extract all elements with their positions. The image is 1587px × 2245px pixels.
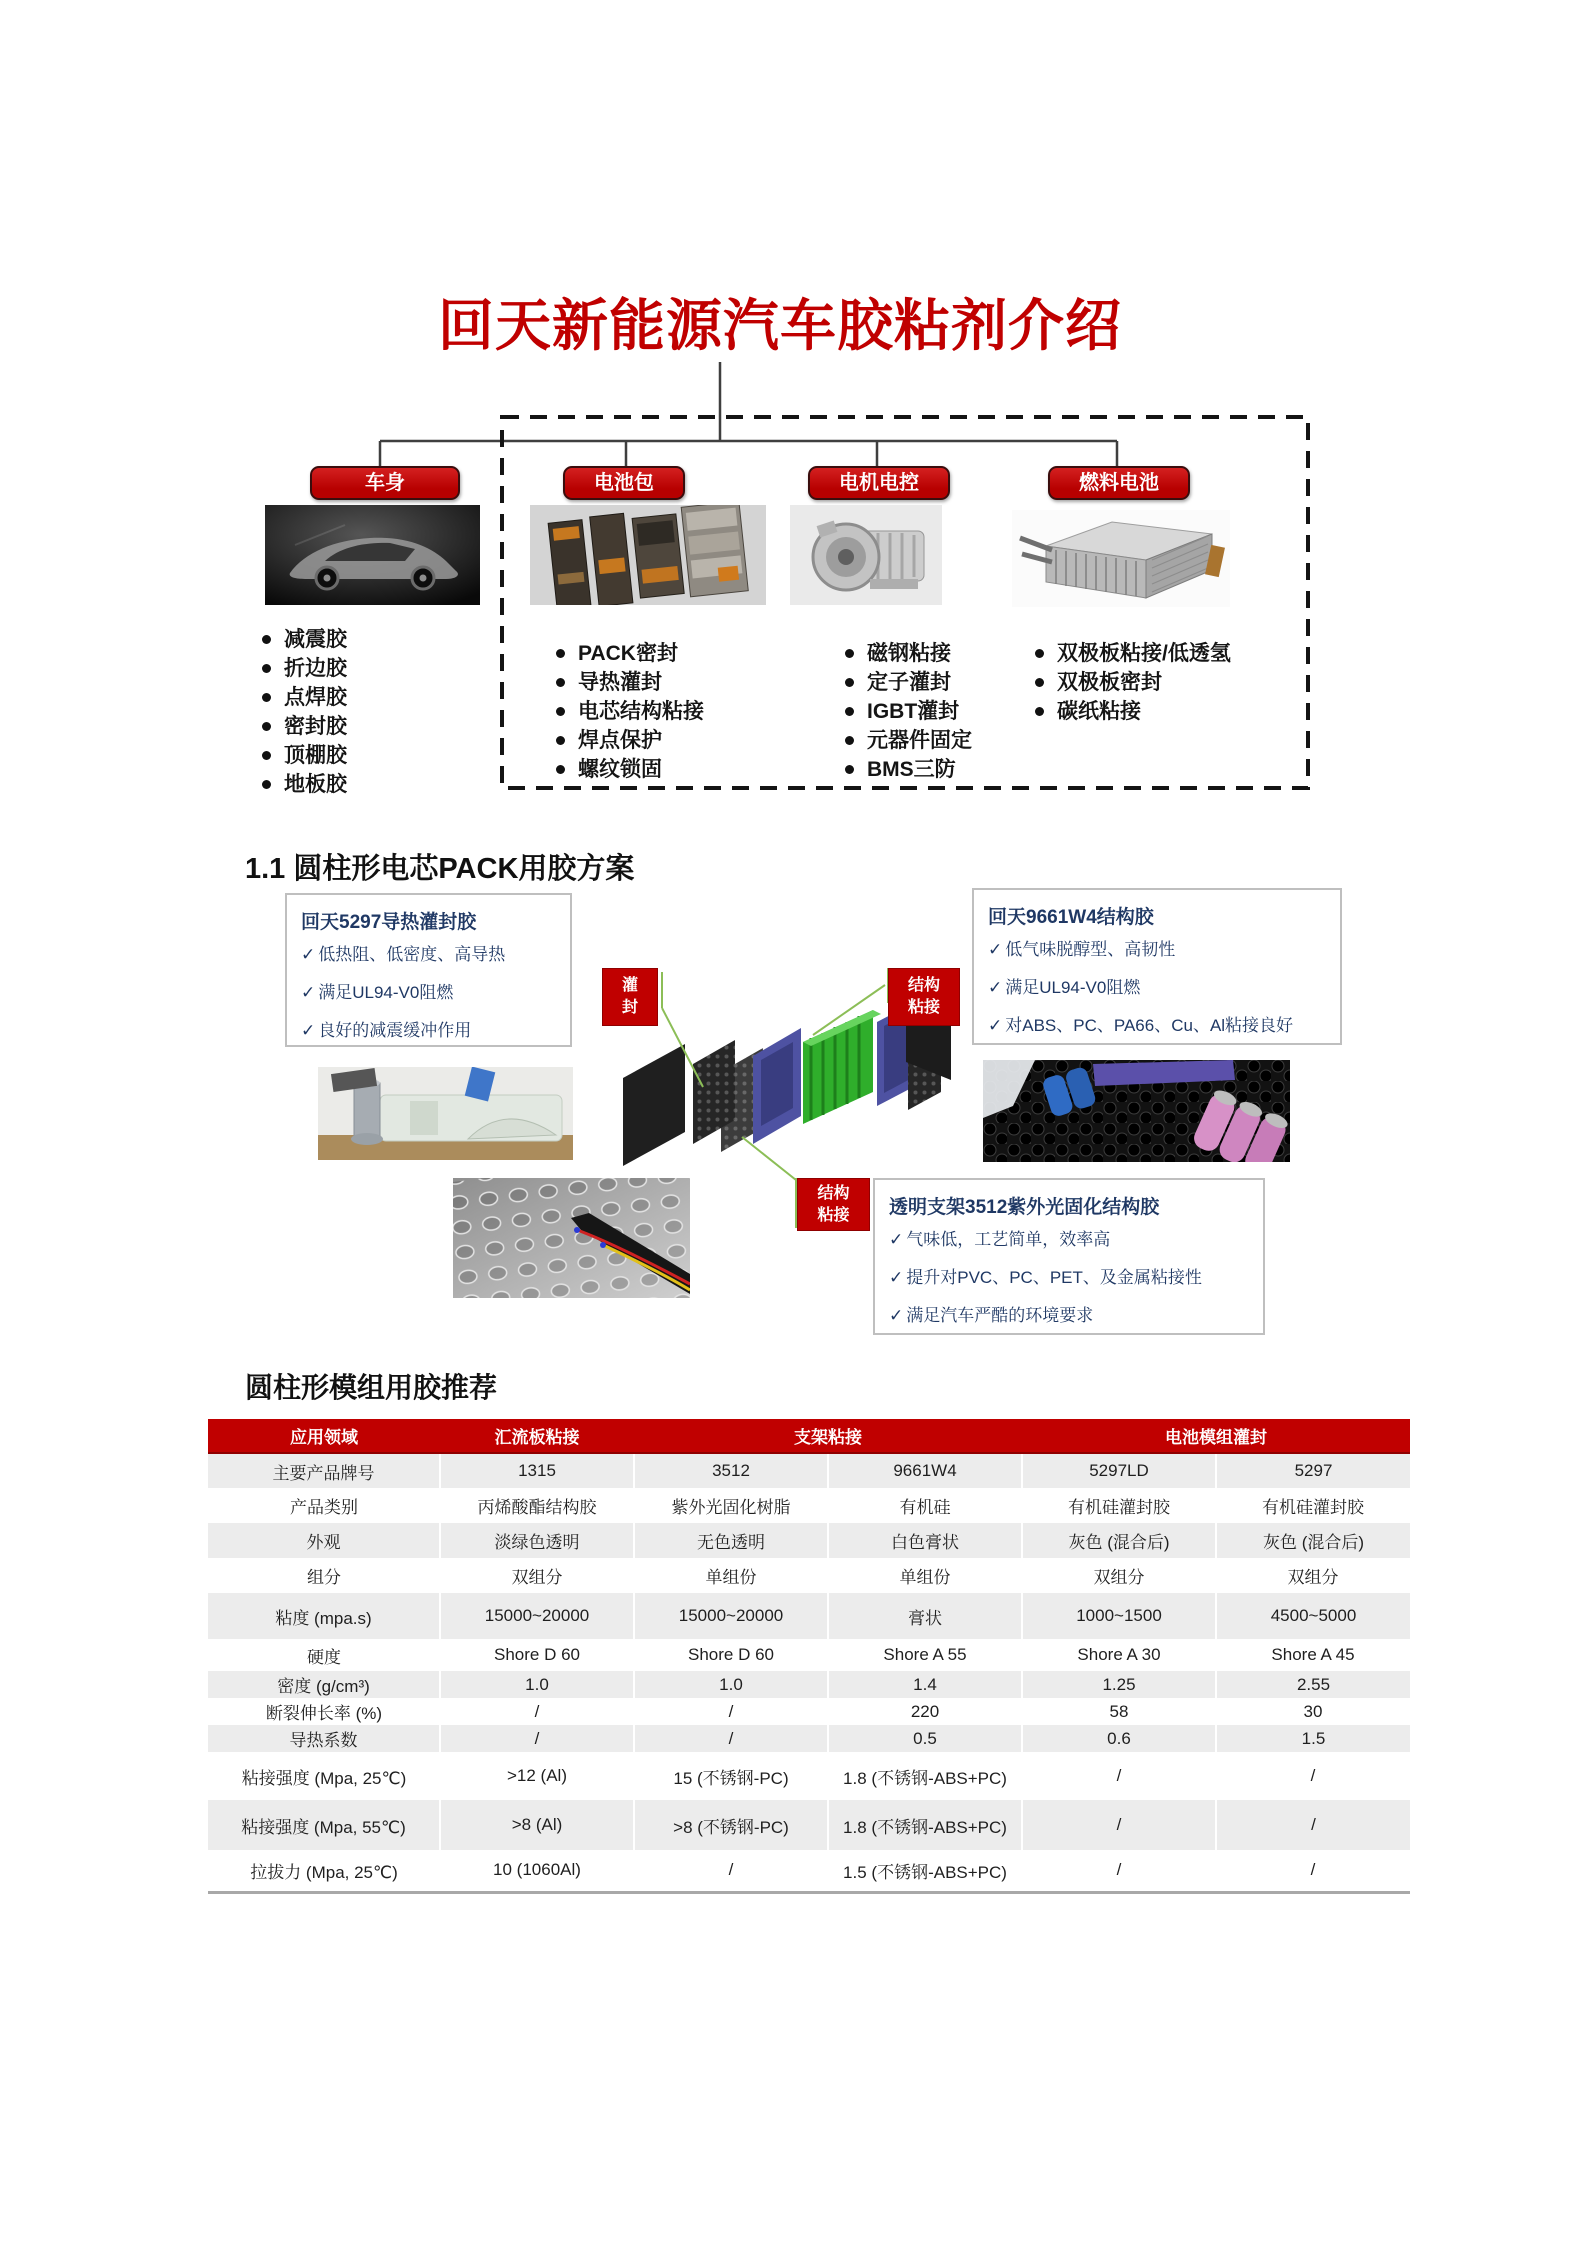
col-header: 应用领域 — [208, 1419, 440, 1453]
bullet-icon — [1035, 678, 1044, 687]
check-icon: ✓ — [988, 978, 1003, 997]
list-item: IGBT灌封 — [845, 700, 972, 723]
row-label: 组分 — [208, 1558, 440, 1593]
glue-spec-table — [208, 1419, 1410, 1894]
list-item: PACK密封 — [556, 642, 704, 665]
table-row: 密度 (g/cm³) 1.0 1.0 1.4 1.25 2.55 — [208, 1671, 1410, 1698]
callout-5297: 回天5297导热灌封胶 ✓ 低热阻、低密度、高导热 ✓ 满足UL94-V0阻燃 ✓ 良好的减震缓冲作用 — [285, 893, 572, 1047]
check-icon: ✓ — [301, 1021, 316, 1040]
table-row: 断裂伸长率 (%) / / 220 58 30 — [208, 1698, 1410, 1725]
bullet-icon — [556, 649, 565, 658]
table-row: 粘接强度 (Mpa, 55℃) >8 (Al) >8 (不锈钢-PC) 1.8 (不锈钢-ABS+PC) / / — [208, 1800, 1410, 1850]
table-row: 硬度 Shore D 60 Shore D 60 Shore A 55 Shore A 30 Shore A 45 — [208, 1639, 1410, 1671]
list-item: 电芯结构粘接 — [556, 700, 704, 723]
table-heading: 圆柱形模组用胶推荐 — [245, 1372, 498, 1403]
col-header: 汇流板粘接 — [440, 1419, 634, 1453]
bullet-icon — [262, 693, 271, 702]
table-row: 组分 双组分 单组份 单组份 双组分 双组分 — [208, 1558, 1410, 1593]
body-glue-list — [262, 628, 347, 802]
check-icon: ✓ — [301, 983, 316, 1002]
list-item: 定子灌封 — [845, 671, 972, 694]
bullet-icon — [1035, 649, 1044, 658]
bullet-icon — [262, 635, 271, 644]
bullet-icon — [556, 678, 565, 687]
col-header: 支架粘接 — [634, 1419, 1022, 1453]
bullet-icon — [262, 664, 271, 673]
bullet-icon — [262, 722, 271, 731]
bullet-icon — [262, 751, 271, 760]
list-item: 折边胶 — [262, 657, 347, 680]
list-item: 元器件固定 — [845, 729, 972, 752]
tag-structural-bond-bottom: 结构 粘接 — [797, 1178, 870, 1231]
bullet-icon — [1035, 707, 1044, 716]
check-icon: ✓ — [988, 940, 1003, 959]
callout-3512: 透明支架3512紫外光固化结构胶 ✓ 气味低，工艺简单，效率高 ✓ 提升对PVC、PC、PET、及金属粘接性 ✓ 满足汽车严酷的环境要求 — [873, 1178, 1265, 1335]
row-label: 导热系数 — [208, 1725, 440, 1752]
motor-controller-photo — [790, 505, 942, 605]
battery-pack-glue-list — [556, 642, 704, 787]
fuel-cell-photo — [1012, 510, 1230, 607]
table-header-row — [208, 1419, 1410, 1453]
col-header: 电池模组灌封 — [1022, 1419, 1410, 1453]
callout-9661w4: 回天9661W4结构胶 ✓ 低气味脱醇型、高韧性 ✓ 满足UL94-V0阻燃 ✓ 对ABS、PC、PA66、Cu、Al粘接良好 — [972, 888, 1342, 1045]
row-label: 外观 — [208, 1523, 440, 1558]
list-item: 地板胶 — [262, 773, 347, 796]
row-label: 产品类别 — [208, 1488, 440, 1523]
bullet-icon — [845, 736, 854, 745]
callout-title: 透明支架3512紫外光固化结构胶 — [889, 1197, 1160, 1218]
bullet-icon — [845, 678, 854, 687]
row-label: 密度 (g/cm³) — [208, 1671, 440, 1698]
bullet-icon — [556, 707, 565, 716]
bullet-icon — [845, 707, 854, 716]
car-chassis-photo — [265, 505, 480, 605]
row-label: 粘度 (mpa.s) — [208, 1593, 440, 1639]
uv-bracket-photo — [453, 1178, 690, 1298]
list-item: BMS三防 — [845, 758, 972, 781]
table-row: 粘接强度 (Mpa, 25℃) >12 (Al) 15 (不锈钢-PC) 1.8 (不锈钢-ABS+PC) / / — [208, 1752, 1410, 1800]
motor-control-glue-list — [845, 642, 972, 787]
category-box-body: 车身 — [310, 466, 460, 500]
table-row: 产品类别 丙烯酸酯结构胶 紫外光固化树脂 有机硅 有机硅灌封胶 有机硅灌封胶 — [208, 1488, 1410, 1523]
list-item: 焊点保护 — [556, 729, 704, 752]
row-label: 粘接强度 (Mpa, 55℃) — [208, 1800, 440, 1850]
table-row: 粘度 (mpa.s) 15000~20000 15000~20000 膏状 1000~1500 4500~5000 — [208, 1593, 1410, 1639]
category-box-fuel-cell: 燃料电池 — [1048, 466, 1190, 500]
bullet-icon — [845, 649, 854, 658]
callout-title: 回天9661W4结构胶 — [988, 907, 1154, 928]
bullet-icon — [845, 765, 854, 774]
cell-holder-photo — [983, 1060, 1290, 1162]
fuel-cell-glue-list — [1035, 642, 1231, 729]
table-row: 导热系数 / / 0.5 0.6 1.5 — [208, 1725, 1410, 1752]
callout-title: 回天5297导热灌封胶 — [301, 912, 477, 933]
row-label: 主要产品牌号 — [208, 1453, 440, 1488]
list-item: 密封胶 — [262, 715, 347, 738]
list-item: 磁钢粘接 — [845, 642, 972, 665]
list-item: 点焊胶 — [262, 686, 347, 709]
list-item: 顶棚胶 — [262, 744, 347, 767]
row-label: 硬度 — [208, 1639, 440, 1671]
check-icon: ✓ — [988, 1016, 1003, 1035]
list-item: 双极板密封 — [1035, 671, 1231, 694]
category-box-battery-pack: 电池包 — [563, 466, 685, 500]
section-heading: 1.1 圆柱形电芯PACK用胶方案 — [245, 853, 635, 885]
bullet-icon — [262, 780, 271, 789]
table-row: 主要产品牌号 1315 3512 9661W4 5297LD 5297 — [208, 1453, 1410, 1488]
battery-pack-photo — [530, 505, 766, 605]
list-item: 碳纸粘接 — [1035, 700, 1231, 723]
table-row: 拉拔力 (Mpa, 25℃) 10 (1060Al) / 1.5 (不锈钢-ABS+PC) / / — [208, 1850, 1410, 1892]
check-icon: ✓ — [301, 945, 316, 964]
tag-structural-bond-top: 结构 粘接 — [888, 968, 960, 1026]
page-title: 回天新能源汽车胶粘剂介绍 — [438, 294, 1122, 357]
table-row: 外观 淡绿色透明 无色透明 白色膏状 灰色 (混合后) 灰色 (混合后) — [208, 1523, 1410, 1558]
bullet-icon — [556, 765, 565, 774]
row-label: 粘接强度 (Mpa, 25℃) — [208, 1752, 440, 1800]
row-label: 拉拔力 (Mpa, 25℃) — [208, 1850, 440, 1892]
row-label: 断裂伸长率 (%) — [208, 1698, 440, 1725]
check-icon: ✓ — [889, 1230, 904, 1249]
check-icon: ✓ — [889, 1306, 904, 1325]
bullet-icon — [556, 736, 565, 745]
tag-potting: 灌 封 — [602, 968, 658, 1026]
list-item: 导热灌封 — [556, 671, 704, 694]
check-icon: ✓ — [889, 1268, 904, 1287]
list-item: 双极板粘接/低透氢 — [1035, 642, 1231, 665]
category-box-motor-control: 电机电控 — [808, 466, 950, 500]
potting-process-photo — [318, 1067, 573, 1160]
list-item: 减震胶 — [262, 628, 347, 651]
list-item: 螺纹锁固 — [556, 758, 704, 781]
